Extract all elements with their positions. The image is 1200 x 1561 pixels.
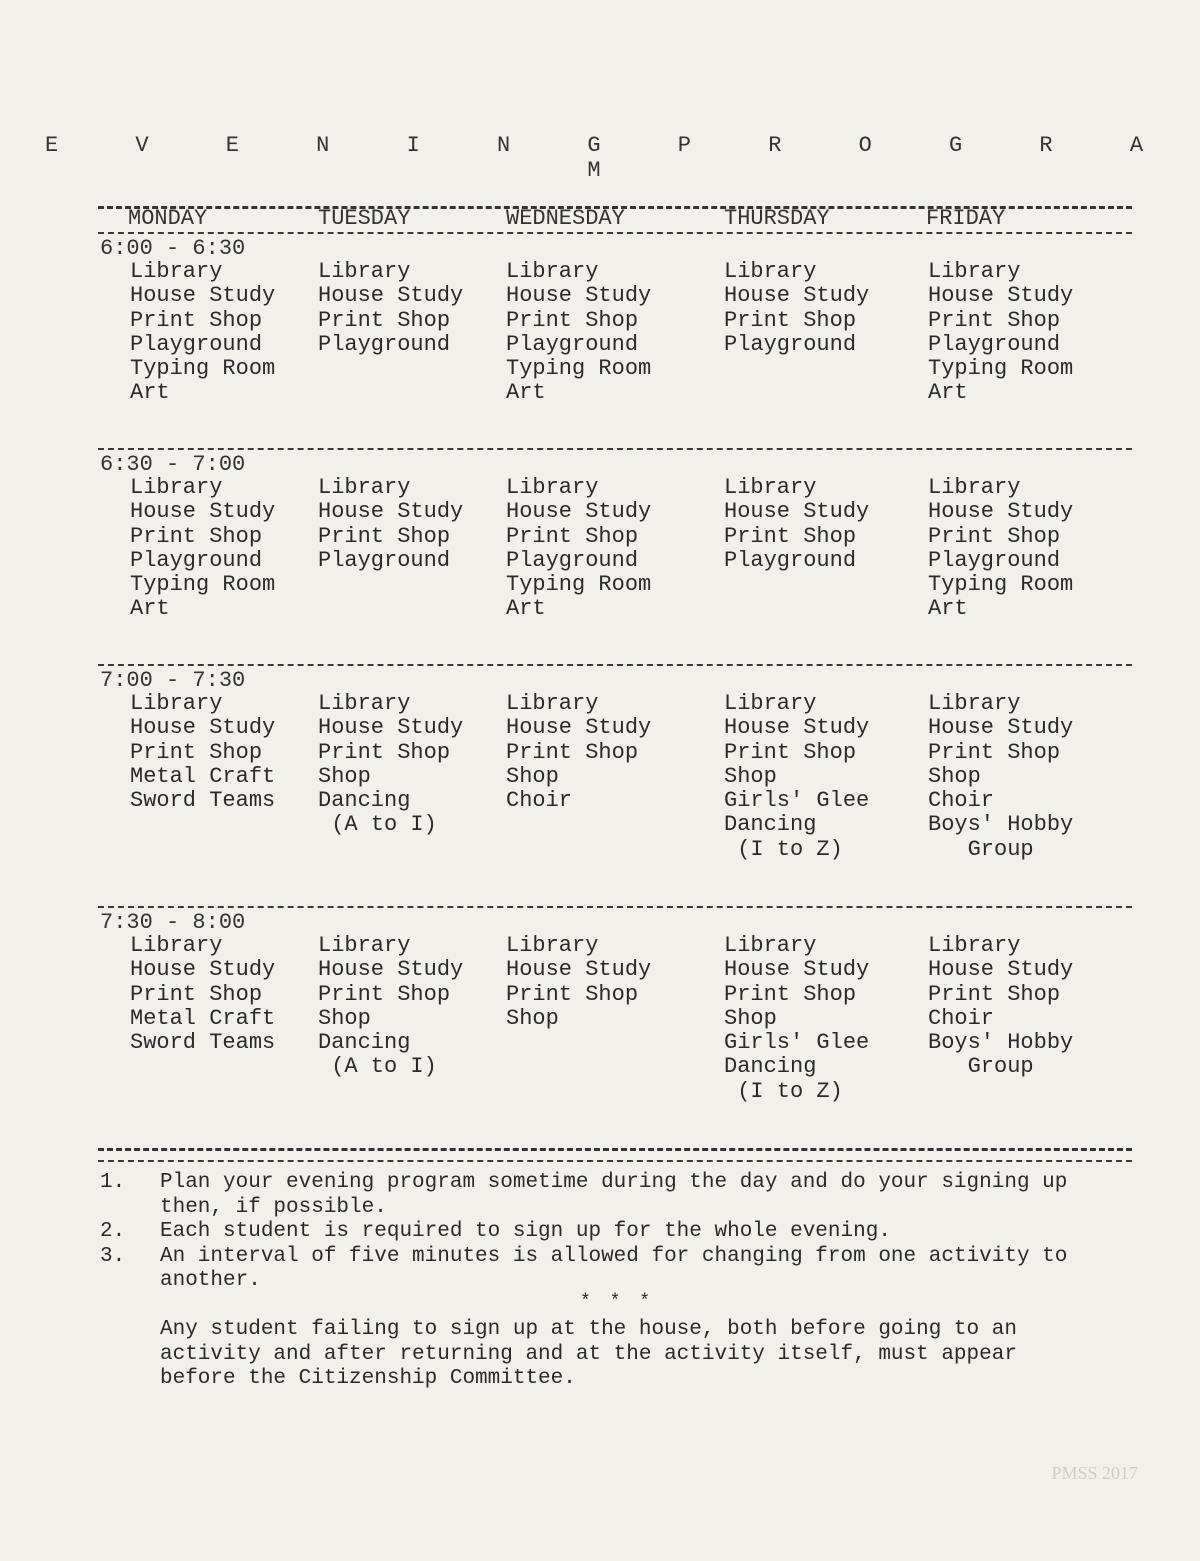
activity-item: Metal Craft	[130, 763, 276, 789]
day-header-wednesday: WEDNESDAY	[506, 206, 625, 231]
activity-item: Library	[130, 933, 223, 958]
activity-list-monday	[130, 934, 275, 1055]
activity-item: House Study	[130, 957, 276, 983]
activity-list-wednesday	[506, 934, 651, 1031]
activity-item: Choir	[928, 788, 995, 814]
notes-divider	[98, 1148, 1132, 1151]
activity-item: Library	[724, 475, 817, 500]
activity-item: House Study	[318, 715, 464, 741]
activity-item: Typing Room	[130, 356, 276, 382]
header-rule-bottom	[98, 232, 1132, 234]
activity-item: Shop	[318, 1005, 371, 1031]
activity-item: House Study	[318, 283, 464, 309]
activity-list-friday	[928, 692, 1073, 862]
activity-item: Dancing	[318, 1030, 411, 1056]
activity-item: Print Shop	[318, 739, 451, 765]
activity-item: Metal Craft	[130, 1005, 276, 1031]
note-number: 1.	[100, 1171, 126, 1194]
activity-item: Typing Room	[928, 356, 1074, 382]
activity-item: House Study	[724, 499, 870, 525]
activity-item: Print Shop	[724, 981, 857, 1007]
time-slot-label: 6:00 - 6:30	[100, 236, 246, 261]
activity-item: Library	[506, 475, 599, 500]
activity-item: Playground	[506, 547, 639, 573]
activity-list-thursday	[724, 692, 869, 862]
activity-list-thursday	[724, 934, 869, 1104]
separator-stars: * * *	[580, 1292, 655, 1312]
archive-watermark: PMSS 2017	[1051, 1463, 1138, 1483]
activity-item: (A to I)	[318, 812, 437, 838]
activity-item: House Study	[506, 499, 652, 525]
activity-item: House Study	[724, 283, 870, 309]
activity-list-thursday	[724, 260, 869, 357]
activity-item: House Study	[506, 957, 652, 983]
activity-item: Sword Teams	[130, 1030, 276, 1056]
activity-item: Girls' Glee	[724, 1030, 870, 1056]
activity-item: Art	[928, 380, 968, 406]
activity-item: Library	[724, 259, 817, 284]
activity-item: Art	[130, 596, 170, 622]
activity-item: Boys' Hobby	[928, 812, 1074, 838]
activity-list-monday	[130, 692, 275, 813]
time-slot-label: 6:30 - 7:00	[100, 452, 246, 477]
activity-item: Library	[724, 933, 817, 958]
activity-item: Typing Room	[506, 356, 652, 382]
activity-item: Art	[130, 380, 170, 406]
activity-item: Shop	[928, 763, 981, 789]
warning-paragraph: Any student failing to sign up at the house, both before going to an activity and after returning and at the activity itself, must appear before the Citizenship Committee.	[160, 1318, 1017, 1390]
activity-item: House Study	[130, 715, 276, 741]
activity-list-tuesday	[318, 260, 463, 357]
activity-item: Print Shop	[724, 307, 857, 333]
page-title: E V E N I N G P R O G R A M	[44, 133, 1156, 183]
activity-item: Playground	[724, 547, 857, 573]
activity-item: Dancing	[724, 1054, 817, 1080]
activity-list-friday	[928, 476, 1073, 622]
activity-item: Print Shop	[318, 307, 451, 333]
activity-list-tuesday	[318, 476, 463, 573]
activity-item: Dancing	[724, 812, 817, 838]
activity-item: Group	[928, 836, 1034, 862]
activity-item: Print Shop	[928, 523, 1061, 549]
note-item	[100, 1245, 1120, 1294]
activity-item: Library	[318, 933, 411, 958]
activity-item: Playground	[318, 547, 451, 573]
activity-item: Print Shop	[506, 523, 639, 549]
activity-list-wednesday	[506, 692, 651, 813]
activity-item: House Study	[130, 499, 276, 525]
activity-item: Print Shop	[130, 739, 263, 765]
activity-item: House Study	[318, 957, 464, 983]
activity-item: Shop	[506, 1005, 559, 1031]
activity-list-thursday	[724, 476, 869, 573]
activity-item: Playground	[130, 547, 263, 573]
activity-item: Print Shop	[318, 981, 451, 1007]
note-item	[100, 1220, 1120, 1245]
activity-list-tuesday	[318, 692, 463, 838]
activity-item: Choir	[928, 1005, 995, 1031]
activity-item: Print Shop	[928, 981, 1061, 1007]
activity-item: Art	[928, 596, 968, 622]
activity-item: House Study	[928, 499, 1074, 525]
activity-item: Playground	[318, 331, 451, 357]
activity-item: Typing Room	[928, 572, 1074, 598]
activity-item: Print Shop	[506, 981, 639, 1007]
activity-item: Print Shop	[928, 307, 1061, 333]
activity-item: Playground	[928, 547, 1061, 573]
activity-item: Library	[130, 691, 223, 716]
activity-item: Print Shop	[318, 523, 451, 549]
activity-list-monday	[130, 476, 275, 622]
day-header-tuesday: TUESDAY	[318, 206, 411, 231]
day-header-thursday: THURSDAY	[724, 206, 830, 231]
activity-item: Print Shop	[928, 739, 1061, 765]
activity-item: Art	[506, 380, 546, 406]
activity-item: House Study	[724, 957, 870, 983]
activity-item: Sword Teams	[130, 788, 276, 814]
slot-divider	[98, 664, 1132, 666]
activity-item: Typing Room	[130, 572, 276, 598]
activity-item: Boys' Hobby	[928, 1030, 1074, 1056]
activity-item: Library	[506, 259, 599, 284]
activity-item: Print Shop	[506, 739, 639, 765]
activity-item: House Study	[506, 283, 652, 309]
activity-item: Library	[724, 691, 817, 716]
activity-item: House Study	[130, 283, 276, 309]
note-item	[100, 1171, 1120, 1220]
activity-list-friday	[928, 260, 1073, 406]
note-text: Each student is required to sign up for the whole evening.	[160, 1220, 891, 1243]
activity-item: (I to Z)	[724, 1078, 843, 1104]
activity-item: Choir	[506, 788, 573, 814]
activity-item: House Study	[928, 957, 1074, 983]
activity-item: Library	[928, 691, 1021, 716]
activity-item: Print Shop	[724, 739, 857, 765]
activity-item: Playground	[130, 331, 263, 357]
activity-item: Print Shop	[506, 307, 639, 333]
activity-item: Shop	[506, 763, 559, 789]
activity-item: Art	[506, 596, 546, 622]
activity-item: House Study	[724, 715, 870, 741]
day-header-monday: MONDAY	[128, 206, 208, 231]
activity-item: Print Shop	[130, 523, 263, 549]
activity-list-monday	[130, 260, 275, 406]
activity-item: Playground	[928, 331, 1061, 357]
activity-item: Playground	[506, 331, 639, 357]
activity-item: Print Shop	[130, 981, 263, 1007]
activity-item: Library	[928, 259, 1021, 284]
activity-item: House Study	[506, 715, 652, 741]
note-number: 2.	[100, 1220, 126, 1243]
slot-divider	[98, 448, 1132, 450]
activity-item: (A to I)	[318, 1054, 437, 1080]
activity-item: House Study	[928, 283, 1074, 309]
activity-item: Library	[928, 475, 1021, 500]
activity-item: Shop	[724, 763, 777, 789]
activity-item: Library	[318, 475, 411, 500]
activity-item: Girls' Glee	[724, 788, 870, 814]
activity-item: Playground	[724, 331, 857, 357]
activity-list-tuesday	[318, 934, 463, 1080]
day-header-friday: FRIDAY	[926, 206, 1006, 231]
activity-item: Dancing	[318, 788, 411, 814]
activity-item: Shop	[318, 763, 371, 789]
activity-item: (I to Z)	[724, 836, 843, 862]
notes-list	[100, 1171, 1120, 1294]
activity-item: Library	[928, 933, 1021, 958]
slot-divider	[98, 906, 1132, 908]
activity-item: House Study	[318, 499, 464, 525]
note-number: 3.	[100, 1244, 126, 1268]
activity-item: Library	[130, 259, 223, 284]
activity-item: Library	[318, 691, 411, 716]
notes-divider	[98, 1160, 1132, 1162]
activity-item: Library	[506, 691, 599, 716]
activity-item: House Study	[928, 715, 1074, 741]
activity-item: Library	[130, 475, 223, 500]
activity-list-wednesday	[506, 260, 651, 406]
activity-list-wednesday	[506, 476, 651, 622]
time-slot-label: 7:30 - 8:00	[100, 910, 246, 935]
activity-item: Library	[318, 259, 411, 284]
activity-item: Print Shop	[130, 307, 263, 333]
activity-item: Group	[928, 1054, 1034, 1080]
activity-item: Library	[506, 933, 599, 958]
note-text: An interval of five minutes is allowed for changing from one activity to another.	[160, 1244, 1068, 1292]
activity-item: Typing Room	[506, 572, 652, 598]
time-slot-label: 7:00 - 7:30	[100, 668, 246, 693]
activity-item: Print Shop	[724, 523, 857, 549]
activity-list-friday	[928, 934, 1073, 1080]
activity-item: Shop	[724, 1005, 777, 1031]
note-text: Plan your evening program sometime during the day and do your signing up then, if possible.	[160, 1171, 1068, 1219]
